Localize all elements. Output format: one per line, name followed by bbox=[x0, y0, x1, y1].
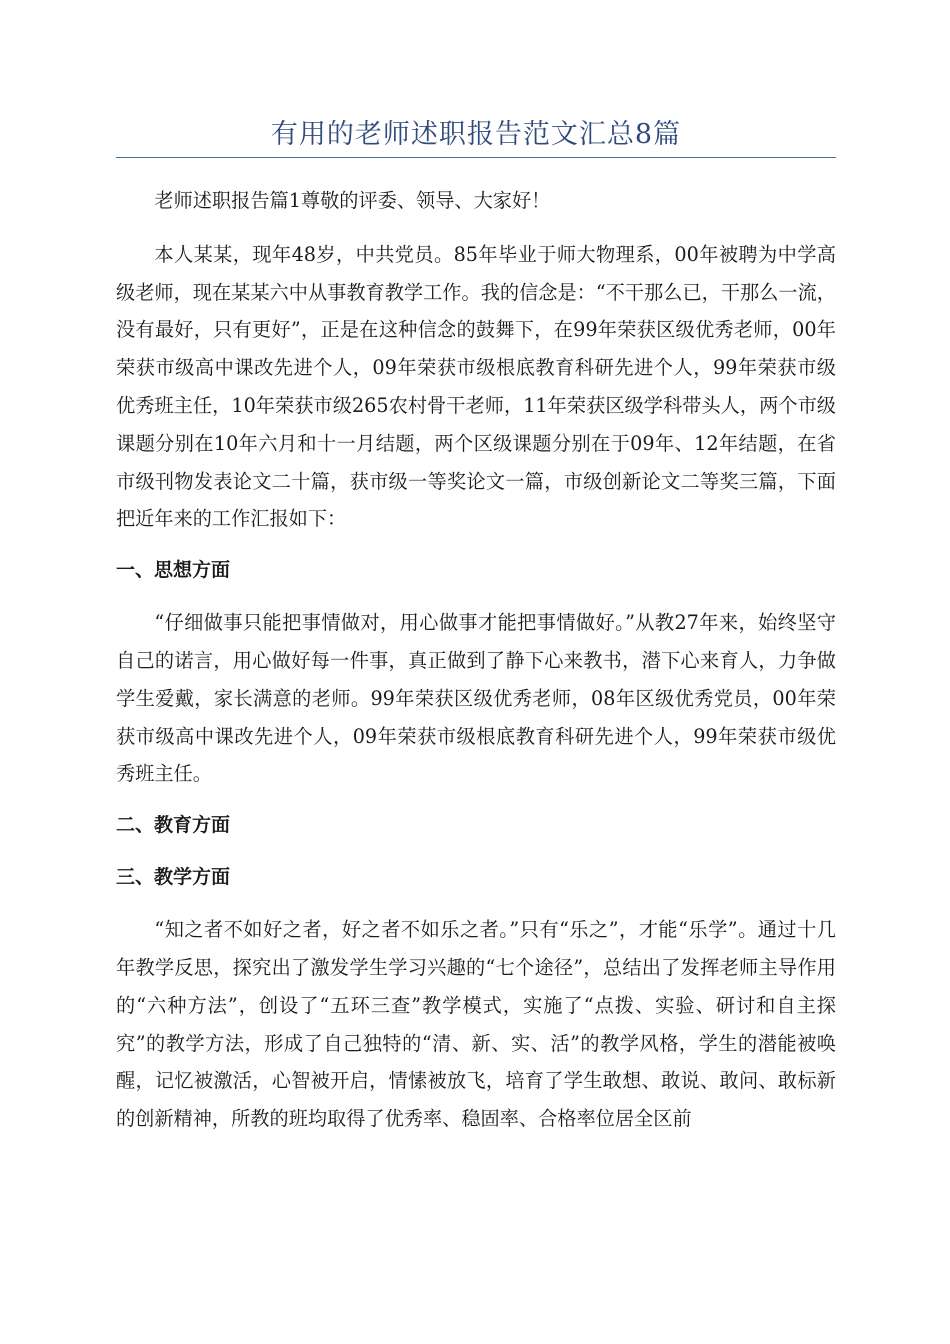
intro-paragraph: 本人某某，现年48岁，中共党员。85年毕业于师大物理系，00年被聘为中学高级老师，现在某某六中从事教育教学工作。我的信念是：“不干那么已，干那么一流，没有最好，只有更好”，正是在这种信念的鼓舞下，在99年荣获区级优秀老师，00年荣获市级高中课改先进个人，09年荣获市级根底教育科研先进个人，99年荣获市级优秀班主任，10年荣获市级265农村骨干老师，11年荣获区级学科带头人，两个市级课题分别在10年六月和十一月结题，两个区级课题分别在于09年、12年结题，在省市级刊物发表论文二十篇，获市级一等奖论文一篇，市级创新论文二等奖三篇，下面把近年来的工作汇报如下： bbox=[116, 242, 836, 531]
section-heading-thought: 一、思想方面 bbox=[116, 559, 231, 582]
section-heading-teaching: 三、教学方面 bbox=[116, 866, 231, 889]
document-title: 有用的老师述职报告范文汇总8篇 bbox=[270, 119, 682, 150]
thought-paragraph: “仔细做事只能把事情做对，用心做事才能把事情做好。”从教27年来，始终坚守自己的诺言，用心做好每一件事，真正做到了静下心来教书，潜下心来育人，力争做学生爱戴，家长满意的老师。99年荣获区级优秀老师，08年区级优秀党员，00年荣获市级高中课改先进个人，09年荣获市级根底教育科研先进个人，99年荣获市级优秀班主任。 bbox=[116, 611, 836, 786]
document-page bbox=[116, 112, 836, 1152]
section-heading-education: 二、教育方面 bbox=[116, 814, 231, 837]
title-underline bbox=[116, 157, 836, 158]
greeting-paragraph: 老师述职报告篇1尊敬的评委、领导、大家好！ bbox=[154, 189, 551, 212]
teaching-paragraph: “知之者不如好之者，好之者不如乐之者。”只有“乐之”，才能“乐学”。通过十几年教学反思，探究出了激发学生学习兴趣的“七个途径”，总结出了发挥老师主导作用的“六种方法”，创设了“五环三查”教学模式，实施了“点拨、实验、研讨和自主探究”的教学方法，形成了自己独特的“清、新、实、活”的教学风格，学生的潜能被唤醒，记忆被激活，心智被开启，情愫被放飞，培育了学生敢想、敢说、敢问、敢标新的创新精神，所教的班均取得了优秀率、稳固率、合格率位居全区前 bbox=[116, 918, 836, 1131]
